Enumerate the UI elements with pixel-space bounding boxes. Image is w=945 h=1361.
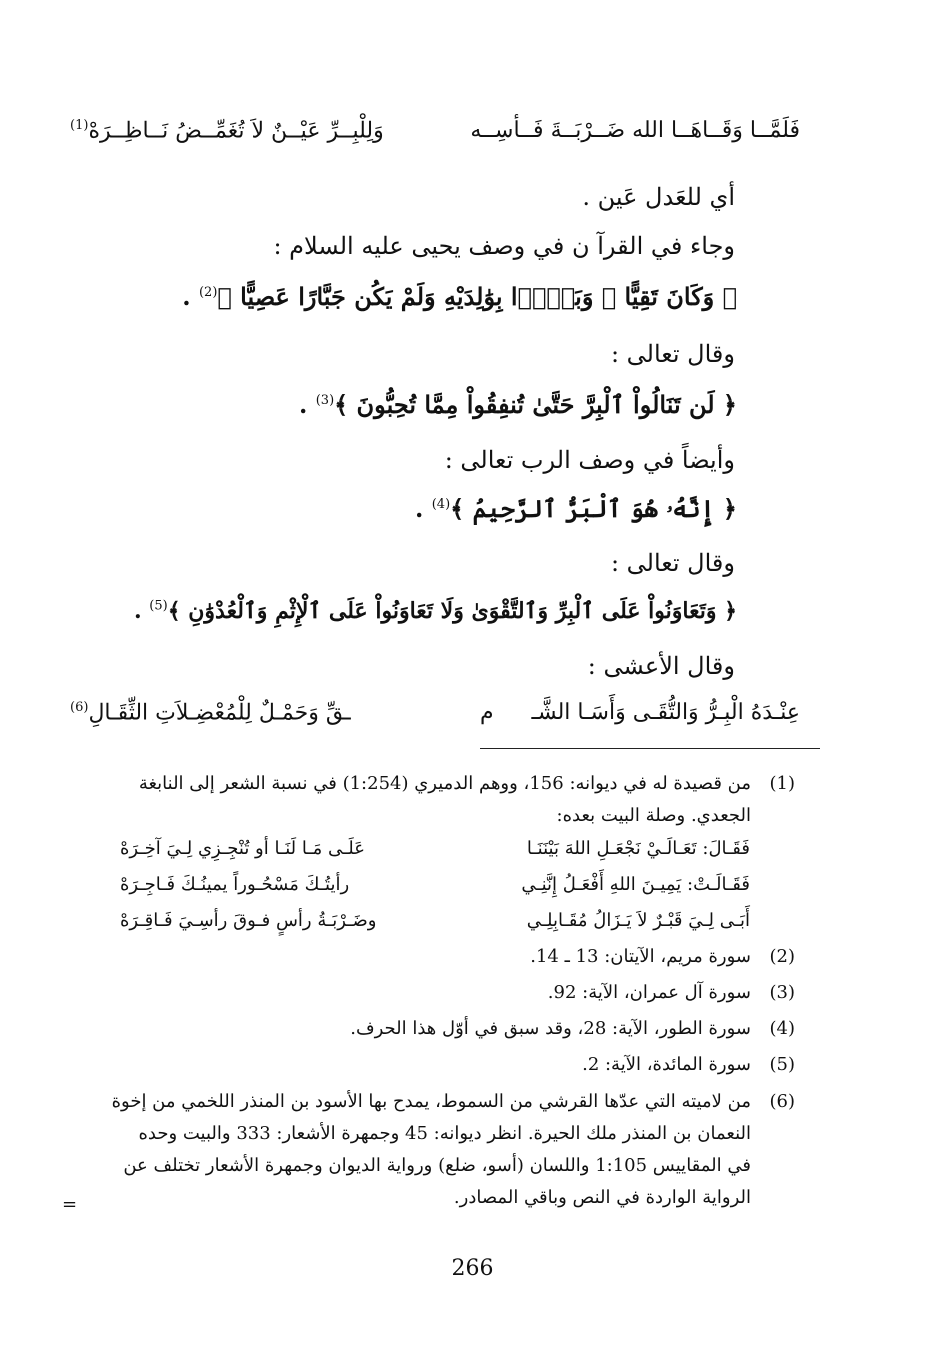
line-qala-2: وقال تعالى : — [610, 549, 735, 577]
quran-verse-2: ﴿ لَن تَنَالُواْ ٱلْبِرَّ حَتَّىٰ تُنفِقُواْ مِمَّا تُحِبُّونَ ﴾$^{(3)}$ . — [298, 390, 737, 419]
footnote-ref-2: (2) — [198, 285, 218, 300]
footnote-1-line-1: من قصيدة له في ديوانه: 156، ووهم الدميري (1:254) في نسبة الشعر إلى النابغة — [138, 773, 751, 794]
line-rabb: وأيضاً في وصف الرب تعالى : — [444, 446, 735, 474]
page-number: 266 — [451, 1256, 494, 1281]
footnote-3-text: سورة آل عمران، الآية: 92. — [547, 982, 751, 1003]
verse-2-middle: م — [480, 700, 494, 725]
footnote-4 — [350, 1018, 795, 1039]
footnote-6-line-2: النعمان بن المنذر ملك الحيرة. انظر ديوانه: 45 وجمهرة الأشعار: 333 والبيت وحده — [138, 1123, 751, 1144]
poem-1-second-half: عَلَـى مَـا لَنَـا أو تُنْجِـزِي لِـيَ آخِـرَهْ — [120, 838, 365, 859]
footnote-4-number: (4) — [769, 1018, 795, 1039]
footnote-6-line-4: الرواية الواردة في النص وباقي المصادر. — [453, 1187, 751, 1208]
line-asha: وقال الأعشى : — [587, 652, 735, 680]
footnote-5-text: سورة المائدة، الآية: 2. — [582, 1054, 751, 1075]
footnote-ref-3: (3) — [315, 393, 335, 408]
footnote-ref-1: (1) — [70, 118, 89, 133]
footnote-ref-4: (4) — [431, 497, 451, 512]
line-yahya: وجاء في القرآ ن في وصف يحيى عليه السلام : — [273, 232, 735, 260]
poem-3-first-half: أَبَـى لِـيَ قَبْـرٌ لاَ يَـزَالُ مُقَـابِلِـي — [526, 910, 750, 931]
verse-1-first-half: فَلَمَّــا وَقَــاهَــا الله ضَــرْبَــةَ فَــأسِــه — [470, 118, 800, 143]
footnote-separator — [480, 748, 820, 749]
footnote-6-line-1: من لاميته التي عدّها القرشي من السموط، يمدح بها الأسود بن المنذر اللخمي من إخوة — [111, 1091, 751, 1112]
verse-2-second-half: ـقِّ وَحَمْـلٌ لِلْمُعْضِـلاَتِ الثِّقَـالِ$^{(6)}$ — [70, 700, 351, 726]
footnote-ref-6: (6) — [70, 700, 89, 715]
line-qala-1: وقال تعالى : — [610, 340, 735, 368]
footnote-6-number: (6) — [769, 1091, 795, 1112]
verse-1-second-half: وَلِلْبِــرِّ عَيْــنٌ لاَ تُغَمِّــضُ نَــاظِــرَهْ$^{(1)}$ — [70, 118, 384, 144]
footnote-5-number: (5) — [769, 1054, 795, 1075]
footnote-6-line-3: في المقاييس 1:105 واللسان (أسو، ضلع) ورواية الديوان وجمهرة الأشعار تختلف عن — [123, 1155, 751, 1176]
poem-1-first-half: فَقَـالَ: تَعَـالَـيْ نَجْعَـلِ اللهَ بَيْنَنَـا — [526, 838, 750, 859]
verse-2-first-half: عِنْـدَهُ الْبِـرُّ وَالتُّقَـى وَأَسَـا الشَّـ — [531, 700, 800, 725]
quran-verse-4: ﴿ وَتَعَاوَنُواْ عَلَى ٱلْبِرِّ وَٱلتَّقْوَىٰ وَلَا تَعَاوَنُواْ عَلَى ٱلْإِثْمِ وَٱلْعُدْوَٰنِ ﴾$^{(5)}$ . — [133, 598, 737, 624]
footnote-5 — [582, 1054, 795, 1075]
line-adl: أي للعَدل عَين . — [582, 183, 735, 211]
quran-verse-1: ﴿ وَكَانَ تَقِيًّا ۞ وَبَرًّۢا بِوَٰلِدَيْهِ وَلَمْ يَكُن جَبَّارًا عَصِيًّا ﴾$^{(2)}$ . — [182, 282, 737, 311]
poem-3-second-half: وضَـرْبَـةُ رأسٍ فـوقَ رأسِـيَ فَـاقِـرَهْ — [120, 910, 377, 931]
footnote-1-line-2: الجعدي. وصلة البيت بعده: — [556, 805, 751, 826]
footnote-3 — [548, 982, 795, 1003]
footnote-2 — [530, 946, 795, 967]
footnote-3-number: (3) — [769, 982, 795, 1003]
footnote-1 — [95, 768, 795, 832]
poem-2-first-half: فَقَـالَـتْ: يَمِيـنَ اللهِ أَفْعَـلُ إِنَّنِـي — [521, 874, 750, 895]
footnote-2-number: (2) — [769, 946, 795, 967]
footnote-6 — [95, 1086, 795, 1214]
footnote-ref-5: (5) — [149, 598, 168, 614]
continuation-mark: = — [62, 1194, 78, 1215]
footnote-4-text: سورة الطور، الآية: 28، وقد سبق في أوّل هذا الحرف. — [350, 1018, 751, 1039]
footnote-2-text: سورة مريم، الآيتان: 13 ـ 14. — [530, 946, 751, 967]
poem-2-second-half: رأيتُـكَ مَسْحُـوراً يمينُـكَ فَـاجِـرَهْ — [120, 874, 350, 895]
footnote-1-number: (1) — [769, 773, 795, 794]
quran-verse-3: ﴿ إِنَّهُۥ هُوَ ٱلْبَرُّ ٱلرَّحِيمُ ﴾$^{(4)}$ . — [415, 494, 737, 523]
